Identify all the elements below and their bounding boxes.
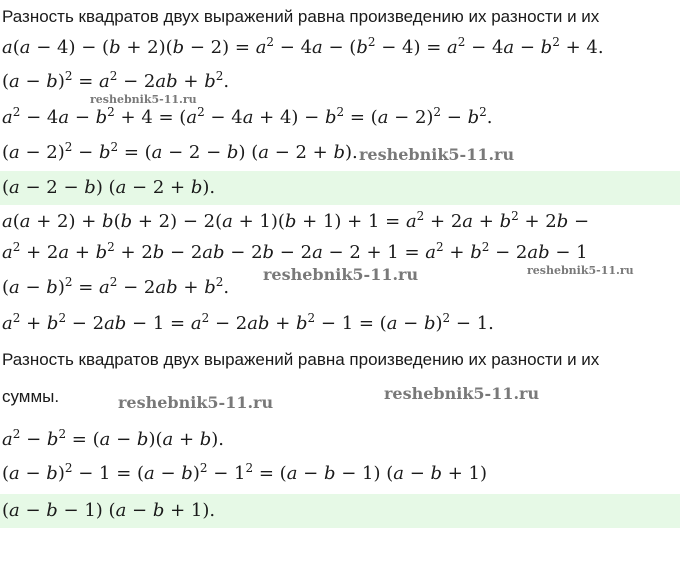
statement-text-1: Разность квадратов двух выражений равна произведению их разности и их	[2, 7, 600, 26]
answer-line-1: (a − 2 − b) (a − 2 + b).	[2, 177, 216, 198]
equation-line-4: $(a - 2)^2 - b^2 = (a - 2 - b)$ (a − 2 + b).	[2, 140, 358, 163]
equation-line-10: $(a - b)^2 - 1 = (a - b)^2 - 1^2 = (a - b - 1)$ (a − b + 1)	[2, 461, 488, 484]
watermark-5: reshebnik5-11.ru	[118, 393, 274, 412]
watermark-3: reshebnik5-11.ru	[263, 265, 419, 284]
statement-text-2-end: суммы.	[2, 387, 60, 406]
watermark-1: reshebnik5-11.ru	[90, 93, 197, 106]
watermark-6: reshebnik5-11.ru	[384, 384, 540, 403]
equation-line-6: $a^2 + 2a + b^2 + 2b - 2ab - 2b - 2a - 2 + 1 = a^2 + b^2 - 2ab - 1$	[2, 240, 588, 263]
equation-line-7: $(a - b)^2 = a^2 - 2ab + b^2$.	[2, 275, 230, 298]
watermark-4: reshebnik5-11.ru	[527, 264, 634, 277]
equation-line-8: $a^2 + b^2 - 2ab - 1 = a^2 - 2ab + b^2 - 1 = (a - b)^2 - 1$.	[2, 311, 494, 334]
equation-line-1: $a(a - 4) - (b + 2)(b - 2) = a^2 - 4a - (b^2 - 4) = a^2 - 4a - b^2 + 4$.	[2, 35, 604, 58]
answer-line-2: (a − b − 1) (a − b + 1).	[2, 500, 216, 521]
equation-line-9: $a^2 - b^2 = (a - b)(a + b)$.	[2, 427, 225, 450]
equation-line-5: $a(a + 2) + b(b + 2) - 2(a + 1)(b + 1) + 1 = a^2 + 2a + b^2 + 2b$ −	[2, 209, 590, 232]
statement-text-2: Разность квадратов двух выражений равна произведению их разности и их	[2, 350, 600, 369]
equation-line-2: $(a - b)^2 = a^2 - 2ab + b^2$.	[2, 69, 230, 92]
watermark-2: reshebnik5-11.ru	[359, 145, 515, 164]
equation-line-3: $a^2 - 4a - b^2 + 4 = (a^2 - 4a + 4) - b^2 = (a - 2)^2 - b^2$.	[2, 105, 493, 128]
